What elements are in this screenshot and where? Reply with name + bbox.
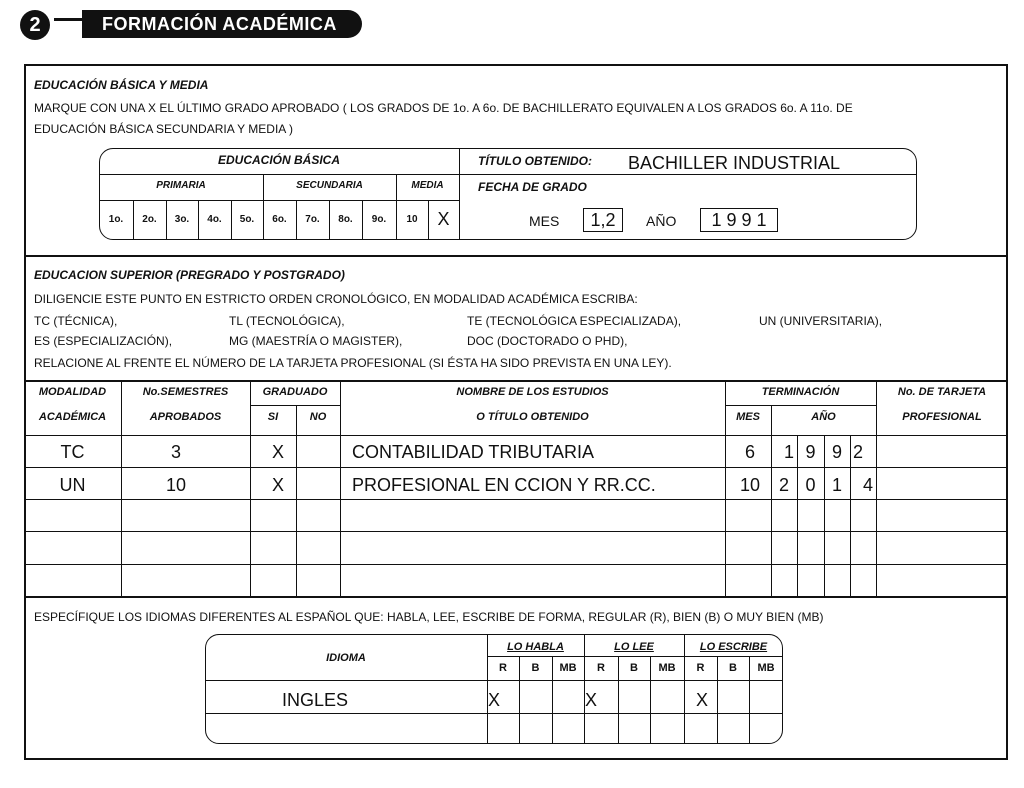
row1-modalidad[interactable]: TC xyxy=(60,442,85,462)
table-row-line xyxy=(24,499,1008,500)
row2-anio-2[interactable]: 0 xyxy=(805,475,816,495)
habla-mb: MB xyxy=(559,662,577,674)
section-title: FORMACIÓN ACADÉMICA xyxy=(82,10,362,38)
educacion-basica-label: EDUCACIÓN BÁSICA xyxy=(217,153,340,167)
lee-b: B xyxy=(630,662,638,674)
basica-row-line xyxy=(99,200,459,201)
row2-mes[interactable]: 10 xyxy=(739,475,761,495)
habla-r: R xyxy=(499,662,507,674)
hdr-nombre-1: NOMBRE DE LOS ESTUDIOS xyxy=(456,386,609,398)
grade-9[interactable]: 9o. xyxy=(371,214,387,225)
habla-b: B xyxy=(531,662,540,674)
idiomas-row-line xyxy=(205,713,783,714)
anio-label: AÑO xyxy=(646,213,677,229)
graduado-split xyxy=(250,405,340,406)
modalidad-tc: TC (TÉCNICA), xyxy=(34,314,118,328)
table-row-line xyxy=(24,564,1008,565)
hdr-terminacion: TERMINACIÓN xyxy=(761,386,840,398)
basica-heading: EDUCACIÓN BÁSICA Y MEDIA xyxy=(34,78,209,92)
hdr-semestres-2: APROBADOS xyxy=(149,411,222,423)
lo-escribe-header: LO ESCRIBE xyxy=(699,641,768,653)
titulo-value[interactable]: BACHILLER INDUSTRIAL xyxy=(628,153,841,173)
row1-mes[interactable]: 6 xyxy=(744,442,755,462)
modalidad-doc: DOC (DOCTORADO O PHD), xyxy=(467,334,628,348)
basica-instruction-2: EDUCACIÓN BÁSICA SECUNDARIA Y MEDIA ) xyxy=(34,122,293,136)
table-row-line xyxy=(24,467,1008,468)
table-top-line xyxy=(24,380,1008,382)
idiomas-hdr-line xyxy=(205,680,783,681)
section-divider xyxy=(24,596,1008,598)
superior-heading: EDUCACION SUPERIOR (PREGRADO Y POSTGRADO) xyxy=(34,268,345,282)
modalidad-mg: MG (MAESTRÍA O MAGISTER), xyxy=(229,334,403,348)
section-divider xyxy=(24,255,1008,257)
row1-anio-1[interactable]: 1 xyxy=(783,442,794,462)
escribe-b: B xyxy=(729,662,737,674)
grade-11-marked[interactable]: X xyxy=(437,209,450,229)
row2-modalidad[interactable]: UN xyxy=(59,475,86,495)
grade-4[interactable]: 4o. xyxy=(207,214,222,225)
idiomas-instruction: ESPECÍFIQUE LOS IDIOMAS DIFERENTES AL ESPAÑOL QUE: HABLA, LEE, ESCRIBE DE FORMA, REGULAR (R), BIEN (B) O MUY BIEN (MB) xyxy=(34,610,824,624)
row2-semestres[interactable]: 10 xyxy=(165,475,187,495)
superior-line-1: DILIGENCIE ESTE PUNTO EN ESTRICTO ORDEN CRONOLÓGICO, EN MODALIDAD ACADÉMICA ESCRIBA: xyxy=(34,292,638,306)
row2-si[interactable]: X xyxy=(271,475,284,495)
hdr-mes: MES xyxy=(736,411,760,423)
superior-line-4: RELACIONE AL FRENTE EL NÚMERO DE LA TARJETA PROFESIONAL (SI ÉSTA HA SIDO PREVISTA EN UNA LEY). xyxy=(34,356,672,370)
lee-mark[interactable]: X xyxy=(585,690,598,710)
col-line xyxy=(296,405,297,596)
mes-label: MES xyxy=(529,213,560,229)
section-number: 2 xyxy=(20,10,50,40)
grade-2[interactable]: 2o. xyxy=(142,214,157,225)
habla-mark[interactable]: X xyxy=(488,690,501,710)
hdr-tarjeta-1: No. DE TARJETA xyxy=(897,386,987,398)
secundaria-label: SECUNDARIA xyxy=(296,180,363,191)
primaria-label: PRIMARIA xyxy=(156,180,206,191)
grade-6[interactable]: 6o. xyxy=(272,214,287,225)
grade-10[interactable]: 10 xyxy=(406,214,418,225)
row1-nombre[interactable]: CONTABILIDAD TRIBUTARIA xyxy=(352,442,595,462)
terminacion-split xyxy=(725,405,876,406)
basica-row-line xyxy=(99,174,917,175)
row1-anio-2[interactable]: 9 xyxy=(805,442,816,462)
basica-instruction-1: MARQUE CON UNA X EL ÚLTIMO GRADO APROBADO ( LOS GRADOS DE 1o. A 6o. DE BACHILLERATO EQUIVALEN A LOS GRADOS 6o. A 11o. DE xyxy=(34,101,853,115)
lo-habla-header: LO HABLA xyxy=(507,641,564,653)
hdr-modalidad-2: ACADÉMICA xyxy=(38,411,107,423)
idiomas-subhdr-line xyxy=(487,656,783,657)
hdr-graduado: GRADUADO xyxy=(262,386,328,398)
escribe-mark[interactable]: X xyxy=(696,690,709,710)
grade-7[interactable]: 7o. xyxy=(305,214,320,225)
row2-anio-1[interactable]: 2 xyxy=(778,475,789,495)
row1-anio-3[interactable]: 9 xyxy=(831,442,842,462)
anio-value: 1 9 9 1 xyxy=(711,210,767,230)
row2-nombre[interactable]: PROFESIONAL EN CCION Y RR.CC. xyxy=(352,475,656,495)
row2-anio-4[interactable]: 4 xyxy=(862,475,873,495)
modalidad-tl: TL (TECNOLÓGICA), xyxy=(229,314,345,328)
hdr-tarjeta-2: PROFESIONAL xyxy=(902,411,982,423)
idioma-value[interactable]: INGLES xyxy=(282,690,349,710)
escribe-mb: MB xyxy=(757,662,775,674)
fecha-label: FECHA DE GRADO xyxy=(478,180,587,194)
col-line xyxy=(771,405,772,596)
row2-anio-3[interactable]: 1 xyxy=(831,475,842,495)
modalidad-te: TE (TECNOLÓGICA ESPECIALIZADA), xyxy=(467,314,682,328)
mes-value: 1,2 xyxy=(590,210,616,230)
grade-3[interactable]: 3o. xyxy=(174,214,190,225)
lee-mb: MB xyxy=(658,662,676,674)
modalidad-un: UN (UNIVERSITARIA), xyxy=(759,314,883,328)
escribe-r: R xyxy=(696,662,705,674)
hdr-si: SI xyxy=(267,411,279,423)
idioma-header: IDIOMA xyxy=(326,652,366,664)
grade-5[interactable]: 5o. xyxy=(239,214,255,225)
hdr-semestres-1: No.SEMESTRES xyxy=(142,386,229,398)
table-row-line xyxy=(24,435,1008,436)
table-row-line xyxy=(24,531,1008,532)
hdr-modalidad-1: MODALIDAD xyxy=(38,386,107,398)
modalidad-es: ES (ESPECIALIZACIÓN), xyxy=(34,334,173,348)
media-label: MEDIA xyxy=(411,180,444,191)
basica-divider xyxy=(459,148,460,240)
hdr-anio: AÑO xyxy=(811,411,836,423)
grade-8[interactable]: 8o. xyxy=(338,214,353,225)
titulo-label: TÍTULO OBTENIDO: xyxy=(478,154,592,168)
lo-lee-header: LO LEE xyxy=(614,641,654,653)
hdr-nombre-2: O TÍTULO OBTENIDO xyxy=(476,411,589,423)
hdr-no: NO xyxy=(309,411,327,423)
lee-r: R xyxy=(597,662,605,674)
row1-anio-4[interactable]: 2 xyxy=(852,442,863,462)
grade-1[interactable]: 1o. xyxy=(108,214,124,225)
row1-si[interactable]: X xyxy=(271,442,284,462)
row1-semestres[interactable]: 3 xyxy=(170,442,181,462)
